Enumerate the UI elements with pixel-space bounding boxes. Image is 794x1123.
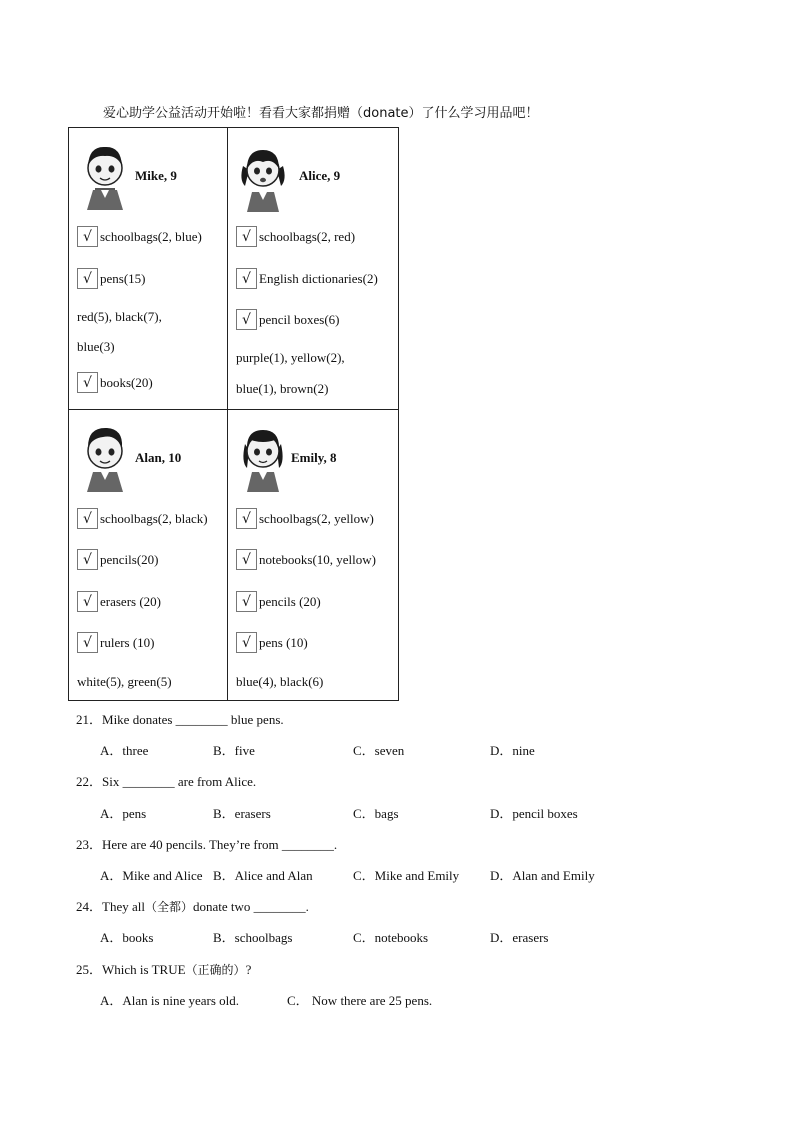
checkmark-icon: √	[77, 549, 98, 570]
checkmark-icon: √	[236, 549, 257, 570]
donor-cell-alan	[69, 410, 228, 701]
option-c: C．Mike and Emily	[353, 868, 460, 883]
option-c: C．bags	[353, 806, 399, 821]
checkmark-icon: √	[77, 372, 98, 393]
option-d: D．Alan and Emily	[490, 868, 595, 883]
donor-name: Alan, 10	[135, 450, 182, 465]
donation-item: √ English dictionaries(2)	[236, 268, 378, 289]
donor-name: Mike, 9	[135, 168, 177, 183]
boy-avatar-icon	[79, 420, 131, 492]
option-a: A．Alan is nine years old.	[100, 993, 240, 1008]
donation-item: √ schoolbags(2, yellow)	[236, 508, 374, 529]
question-22: 22．Six ________ are from Alice.	[76, 774, 257, 789]
checkmark-icon: √	[77, 632, 98, 653]
donation-item: √ books(20)	[77, 372, 153, 393]
option-a: A．three	[100, 743, 149, 758]
color-note: blue(1), brown(2)	[236, 381, 329, 396]
donation-item: √ notebooks(10, yellow)	[236, 549, 376, 570]
donation-table	[68, 127, 399, 701]
girl-avatar-icon	[237, 140, 289, 212]
question-23: 23．Here are 40 pencils. They’re from ________.	[76, 837, 338, 852]
checkmark-icon: √	[77, 591, 98, 612]
donation-item: √ schoolbags(2, red)	[236, 226, 355, 247]
donation-item: √ pencil boxes(6)	[236, 309, 340, 330]
donation-item: √ schoolbags(2, blue)	[77, 226, 202, 247]
donor-cell-emily	[228, 410, 399, 701]
option-b: B．erasers	[213, 806, 271, 821]
option-a: A．books	[100, 930, 154, 945]
donor-name: Alice, 9	[299, 168, 341, 183]
donor-cell-alice	[228, 128, 399, 410]
checkmark-icon: √	[236, 268, 257, 289]
color-note: blue(4), black(6)	[236, 674, 324, 689]
checkmark-icon: √	[77, 508, 98, 529]
girl-avatar-icon	[237, 420, 289, 492]
donation-item: √ schoolbags(2, black)	[77, 508, 208, 529]
question-25: 25．Which is TRUE（正确的）?	[76, 962, 252, 977]
option-c: C．notebooks	[353, 930, 429, 945]
option-d: D．erasers	[490, 930, 549, 945]
donor-name: Emily, 8	[291, 450, 337, 465]
checkmark-icon: √	[236, 591, 257, 612]
color-note: white(5), green(5)	[77, 674, 172, 689]
option-a: A．Mike and Alice	[100, 868, 203, 883]
option-c: C．seven	[353, 743, 405, 758]
option-b: B．five	[213, 743, 255, 758]
donation-item: √ pens (10)	[236, 632, 308, 653]
checkmark-icon: √	[236, 632, 257, 653]
donation-item: √ pencils(20)	[77, 549, 158, 570]
donation-item: √ pencils (20)	[236, 591, 321, 612]
option-c: C． Now there are 25 pens.	[287, 993, 433, 1008]
donor-cell-mike	[69, 128, 228, 410]
color-note: purple(1), yellow(2),	[236, 350, 345, 365]
option-b: B．schoolbags	[213, 930, 293, 945]
question-24: 24．They all（全都）donate two ________.	[76, 899, 309, 914]
checkmark-icon: √	[77, 226, 98, 247]
option-d: D．pencil boxes	[490, 806, 578, 821]
checkmark-icon: √	[236, 508, 257, 529]
boy-avatar-icon	[79, 138, 131, 210]
checkmark-icon: √	[236, 226, 257, 247]
donation-item: √ erasers (20)	[77, 591, 161, 612]
color-note: red(5), black(7),	[77, 309, 162, 324]
option-b: B．Alice and Alan	[213, 868, 313, 883]
color-note: blue(3)	[77, 339, 115, 354]
question-21: 21．Mike donates ________ blue pens.	[76, 712, 284, 727]
option-a: A．pens	[100, 806, 147, 821]
donation-item: √ rulers (10)	[77, 632, 155, 653]
intro-text: 爱心助学公益活动开始啦！看看大家都捐赠（donate）了什么学习用品吧！	[103, 106, 539, 121]
checkmark-icon: √	[77, 268, 98, 289]
checkmark-icon: √	[236, 309, 257, 330]
donation-item: √ pens(15)	[77, 268, 146, 289]
option-d: D．nine	[490, 743, 535, 758]
